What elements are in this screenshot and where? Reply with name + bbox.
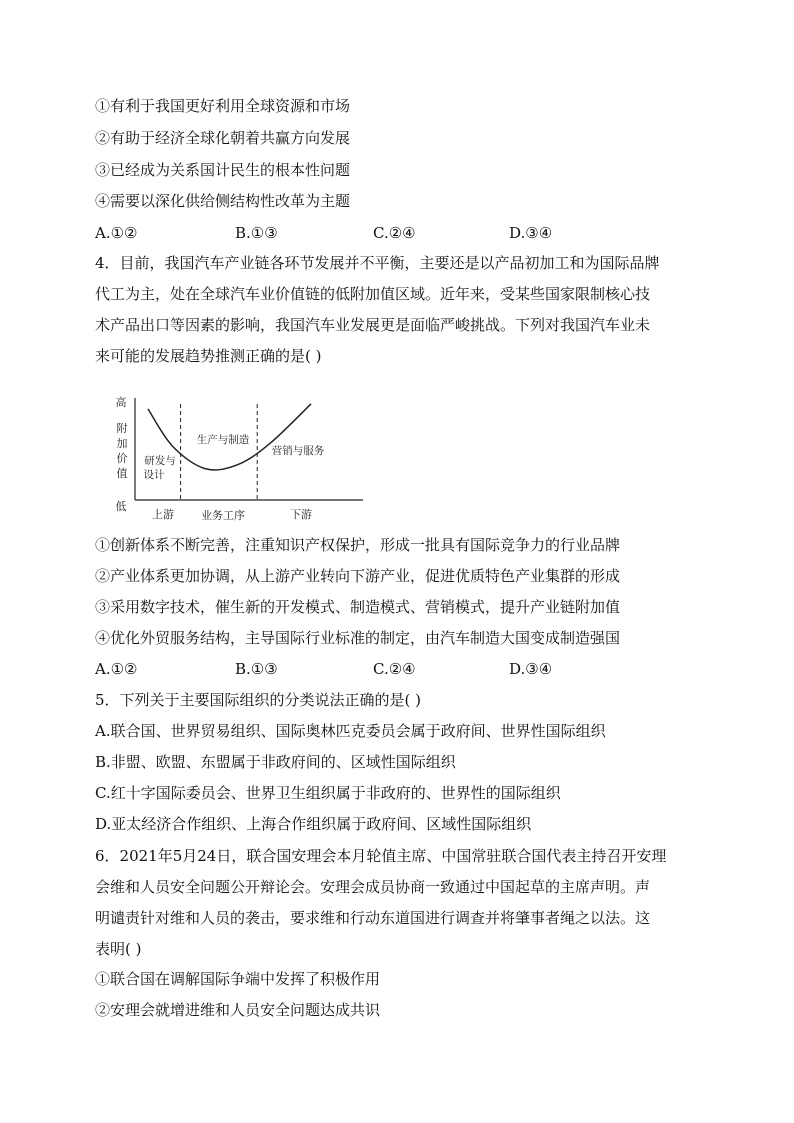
x-tick-downstream: 下游 <box>290 508 312 521</box>
smile-curve-chart <box>108 392 368 524</box>
q3-option-a: A.①② <box>95 224 138 242</box>
q5-stem: 5．下列关于主要国际组织的分类说法正确的是( ) <box>95 691 422 709</box>
q4-stem-line: 4．目前，我国汽车产业链各环节发展并不平衡，主要还是以产品初加工和为国际品牌 <box>95 254 660 272</box>
x-axis-title: 业务工序 <box>201 509 245 522</box>
q5-option-b: B.非盟、欧盟、东盟属于非政府间的、区域性国际组织 <box>95 753 456 771</box>
q3-item-2: ②有助于经济全球化朝着共赢方向发展 <box>95 129 351 147</box>
q5-option-a: A.联合国、世界贸易组织、国际奥林匹克委员会属于政府间、世界性国际组织 <box>95 722 606 740</box>
q4-stem <box>95 253 715 377</box>
region-label-production: 生产与制造 <box>196 434 250 446</box>
q4-option-a: A.①② <box>95 660 138 678</box>
q4-option-d: D.③④ <box>509 660 553 678</box>
q6-stem-line: 明谴责针对维和人员的袭击，要求维和行动东道国进行调查并将肇事者绳之以法。这 <box>95 909 651 927</box>
y-axis-title-char: 加 <box>116 437 128 450</box>
q4-item-1: ①创新体系不断完善，注重知识产权保护，形成一批具有国际竞争力的行业品牌 <box>95 536 621 554</box>
q4-stem-line: 代工为主，处在全球汽车业价值链的低附加值区域。近年来，受某些国家限制核心技 <box>95 285 651 303</box>
q4-item-4: ④优化外贸服务结构，主导国际行业标准的制定，由汽车制造大国变成制造强国 <box>95 629 621 647</box>
q4-option-c: C.②④ <box>373 660 416 678</box>
y-axis-bottom-label: 低 <box>115 500 127 513</box>
q4-item-2: ②产业体系更加协调，从上游产业转向下游产业，促进优质特色产业集群的形成 <box>95 567 621 585</box>
y-axis-title-char: 值 <box>116 467 128 480</box>
q6-stem-line: 表明( ) <box>95 940 142 958</box>
q3-option-d: D.③④ <box>509 224 553 242</box>
q4-stem-line: 术产品出口等因素的影响，我国汽车业发展更是面临严峻挑战。下列对我国汽车业未 <box>95 316 651 334</box>
y-axis-title-char: 价 <box>116 452 128 465</box>
region-label-rd: 研发与 <box>144 455 176 467</box>
q3-option-c: C.②④ <box>373 224 416 242</box>
q3-option-b: B.①③ <box>235 224 278 242</box>
q5-option-c: C.红十字国际委员会、世界卫生组织属于非政府的、世界性的国际组织 <box>95 784 561 802</box>
q6-item-1: ①联合国在调解国际争端中发挥了积极作用 <box>95 970 381 988</box>
q6-stem-line: 会维和人员安全问题公开辩论会。安理会成员协商一致通过中国起草的主席声明。声 <box>95 878 651 896</box>
q3-item-3: ③已经成为关系国计民生的根本性问题 <box>95 161 351 179</box>
region-label-rd: 设计 <box>143 469 165 481</box>
q6-item-2: ②安理会就增进维和人员安全问题达成共识 <box>95 1001 381 1019</box>
q3-item-4: ④需要以深化供给侧结构性改革为主题 <box>95 192 351 210</box>
y-axis-title-char: 附 <box>116 422 128 435</box>
q3-item-1: ①有利于我国更好利用全球资源和市场 <box>95 97 351 115</box>
q4-option-b: B.①③ <box>235 660 278 678</box>
q4-stem-line: 来可能的发展趋势推测正确的是( ) <box>95 347 322 365</box>
x-tick-upstream: 上游 <box>152 508 174 521</box>
q4-item-3: ③采用数字技术，催生新的开发模式、制造模式、营销模式，提升产业链附加值 <box>95 598 621 616</box>
q6-stem-line: 6．2021年5月24日，联合国安理会本月轮值主席、中国常驻联合国代表主持召开安理 <box>95 847 667 865</box>
region-label-marketing: 营销与服务 <box>271 445 325 457</box>
y-axis-top-label: 高 <box>115 396 127 409</box>
q6-stem <box>95 846 715 970</box>
q5-option-d: D.亚太经济合作组织、上海合作组织属于政府间、区域性国际组织 <box>95 815 532 833</box>
